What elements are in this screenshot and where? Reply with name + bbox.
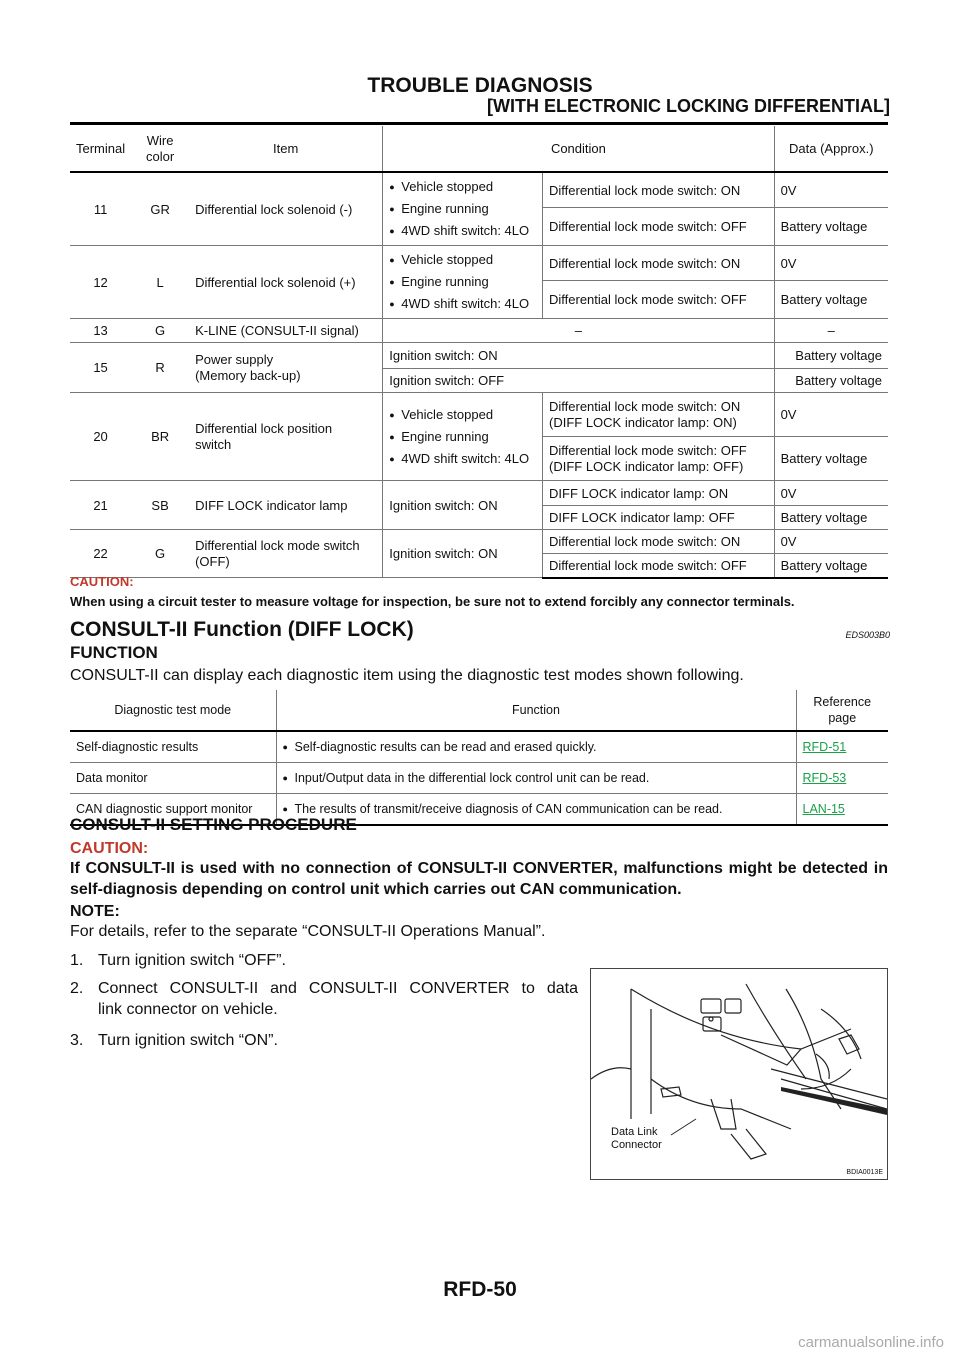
condition-bullet: ● Engine running — [389, 426, 536, 448]
step-3: 3. Turn ignition switch “ON”. — [70, 1032, 278, 1049]
condition-bullet: ● Vehicle stopped — [389, 249, 536, 271]
step-2: 2. Connect CONSULT-II and CONSULT-II CONVERTER to data link connector on vehicle. — [70, 980, 578, 1018]
step-1: 1. Turn ignition switch “OFF”. — [70, 952, 286, 969]
section-code: EDS003B0 — [845, 630, 890, 640]
procedure-heading: CONSULT-II SETTING PROCEDURE — [70, 815, 357, 834]
section-title: CONSULT-II Function (DIFF LOCK) — [70, 618, 414, 641]
function-heading: FUNCTION — [70, 643, 158, 662]
table-row: 15 R Power supply (Memory back-up) Ignition switch: ON Battery voltage — [70, 343, 888, 369]
table-row: 22 G Differential lock mode switch (OFF) Ignition switch: ON Differential lock mode switch: ON 0V — [70, 530, 888, 554]
data-link-connector-label: Data Link Connector — [611, 1126, 662, 1151]
table-row: 20 BR Differential lock position switch ● Vehicle stopped ● Engine running ● 4WD shift switch: 4LO Differential lock mode switch: ON (DIFF LOCK indicator lamp: ON) 0V — [70, 393, 888, 437]
figure-code: BDIA0013E — [846, 1169, 883, 1176]
col-reference-page: Reference page — [796, 690, 888, 731]
table-row: 12 L Differential lock solenoid (+) ● Vehicle stopped ● Engine running ● 4WD shift switch: 4LO Differential lock mode switch: ON 0V — [70, 246, 888, 281]
watermark: carmanualsonline.info — [798, 1334, 944, 1351]
condition-bullet: ● 4WD shift switch: 4LO — [389, 448, 536, 470]
condition-bullet: ● Vehicle stopped — [389, 404, 536, 426]
table-row: Self-diagnostic results ● Self-diagnostic results can be read and erased quickly. RFD-51 — [70, 731, 888, 763]
col-item: Item — [189, 126, 383, 172]
col-diagnostic-test-mode: Diagnostic test mode — [70, 690, 276, 731]
link-rfd-51[interactable]: RFD-51 — [802, 740, 847, 754]
caution-label: CAUTION: — [70, 574, 134, 589]
data-link-connector-figure — [590, 968, 888, 1180]
condition-bullet: ● 4WD shift switch: 4LO — [389, 220, 536, 242]
condition-bullet: ● Engine running — [389, 271, 536, 293]
table-row: CAN diagnostic support monitor ● The results of transmit/receive diagnosis of CAN communication can be read. LAN-15 — [70, 794, 888, 826]
col-wire-color: Wire color — [131, 126, 189, 172]
note-text: For details, refer to the separate “CONSULT-II Operations Manual”. — [70, 923, 546, 940]
terminal-table: Terminal Wire color Item Condition Data (Approx.) 11 GR Differential lock solenoid (-) ● Vehicle stopped ● Engine running ● 4WD shift switch: 4LO Differential lock mode switch: ON 0V Differential lock mode switch: OFF Battery voltage 12 L Differential lock solenoid (+) ● Vehicle stopped ● Engine running ● 4WD shift switch: 4LO Differential lock mode switch: ON 0V Differential lock mode switch: OFF Battery voltage 13 G K-LINE (CONSULT-II signal) – – 15 R Power supply (Memory back-up) Ignition switch: ON Battery voltage Ignition switch: OFF Battery voltage 20 BR Differential lock position switch ● Vehicle stopped ● Engine running ● 4WD shift switch: 4LO Differential lock mode switch: ON (DIFF LOCK indicator lamp: ON) 0V Differential lock mode switch: OFF (DIFF LOCK indicator lamp: OFF) Battery voltage 21 SB DIFF LOCK indicator lamp Ignition switch: ON DIFF LOCK indicator lamp: ON 0V DIFF LOCK indicator lamp: OFF Battery voltage 22 G Differential lock mode switch (OFF) Ignition switch: ON Differential lock mode switch: ON 0V Differential lock mode switch: OFF Battery voltage — [70, 126, 888, 579]
condition-bullet: ● Engine running — [389, 198, 536, 220]
table-row: Data monitor ● Input/Output data in the differential lock control unit can be read. RFD-53 — [70, 763, 888, 794]
caution-text: When using a circuit tester to measure voltage for inspection, be sure not to extend forcibly any connector terminals. — [70, 594, 795, 609]
note-label: NOTE: — [70, 903, 120, 920]
function-table — [70, 690, 888, 826]
table-row: 21 SB DIFF LOCK indicator lamp Ignition switch: ON DIFF LOCK indicator lamp: ON 0V — [70, 481, 888, 506]
table-row: 11 GR Differential lock solenoid (-) ● Vehicle stopped ● Engine running ● 4WD shift switch: 4LO Differential lock mode switch: ON 0V — [70, 172, 888, 208]
col-terminal: Terminal — [70, 126, 131, 172]
procedure-caution-text: If CONSULT-II is used with no connection of CONSULT-II CONVERTER, malfunctions might be detected in self-diagnosis depending on control unit which carries out CAN communication. — [70, 860, 888, 898]
page-subtitle: [WITH ELECTRONIC LOCKING DIFFERENTIAL] — [487, 96, 890, 116]
col-condition: Condition — [383, 126, 774, 172]
function-text: CONSULT-II can display each diagnostic item using the diagnostic test modes shown following. — [70, 667, 744, 684]
procedure-caution-label: CAUTION: — [70, 840, 149, 857]
header-rule — [70, 122, 888, 125]
link-lan-15[interactable]: LAN-15 — [802, 802, 845, 816]
col-data: Data (Approx.) — [774, 126, 888, 172]
condition-bullet: ● 4WD shift switch: 4LO — [389, 293, 536, 315]
link-rfd-53[interactable]: RFD-53 — [802, 771, 847, 785]
table-row: 13 G K-LINE (CONSULT-II signal) – – — [70, 319, 888, 343]
condition-bullet: ● Vehicle stopped — [389, 176, 536, 198]
page-number: RFD-50 — [443, 1278, 517, 1301]
col-function: Function — [276, 690, 796, 731]
page-title: TROUBLE DIAGNOSIS — [367, 74, 593, 97]
